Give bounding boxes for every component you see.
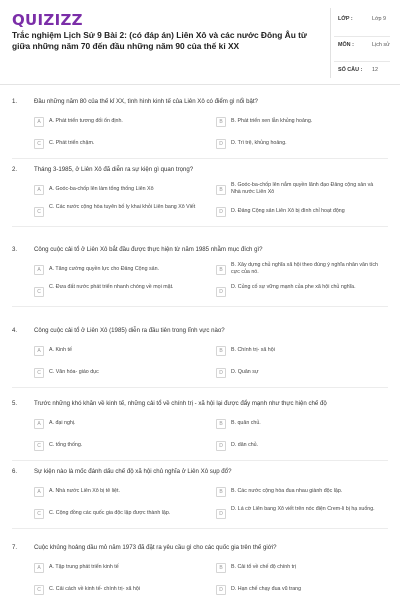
question-number: 5. — [12, 400, 18, 407]
answer-option-c[interactable] — [34, 365, 204, 381]
answer-option-a[interactable] — [34, 262, 204, 278]
option-letter-box: D — [216, 287, 226, 297]
question-text: Công cuộc cải tổ ở Liên Xô bắt đầu được thực hiện từ năm 1985 nhằm mục đích gì? — [34, 246, 263, 253]
count-label: SỐ CÂU : — [338, 67, 363, 73]
option-text: D. Quân sự — [231, 369, 259, 375]
answer-option-d[interactable] — [216, 284, 386, 300]
option-text: C. Đưa đất nước phát triển nhanh chóng về mọi mặt. — [49, 283, 174, 290]
option-text: B. Chính trị- xã hội — [231, 347, 275, 353]
option-text: A. Tăng cường quyền lực cho Đảng Cộng sản. — [49, 266, 159, 272]
answer-option-b[interactable] — [216, 484, 386, 500]
answer-option-a[interactable] — [34, 560, 204, 576]
meta-separator — [334, 36, 390, 37]
question-separator — [12, 528, 388, 529]
option-text: C. Văn hóa- giáo dục — [49, 369, 99, 375]
answer-option-d[interactable] — [216, 204, 386, 220]
option-letter-box: C — [34, 585, 44, 595]
option-letter-box: D — [216, 368, 226, 378]
answer-option-a[interactable] — [34, 484, 204, 500]
option-letter-box: A — [34, 117, 44, 127]
count-value: 12 — [372, 67, 378, 73]
question-number: 3. — [12, 246, 18, 253]
question-number: 4. — [12, 327, 18, 334]
option-text: A. đại nghị. — [49, 420, 76, 426]
answer-option-c[interactable] — [34, 438, 204, 454]
answer-option-c[interactable] — [34, 136, 204, 152]
question-number: 2. — [12, 166, 18, 173]
option-letter-box: C — [34, 287, 44, 297]
option-letter-box: D — [216, 585, 226, 595]
answer-option-a[interactable] — [34, 416, 204, 432]
option-text: C. Cộng đồng các quốc gia độc lập được thành lập. — [49, 510, 171, 516]
meta-divider — [330, 8, 331, 78]
answer-option-d[interactable] — [216, 365, 386, 381]
header-divider — [0, 84, 400, 85]
answer-option-a[interactable] — [34, 114, 204, 130]
question-text: Cuộc khủng hoảng dầu mỏ năm 1973 đã đặt ra yêu cầu gì cho các quốc gia trên thế giới? — [34, 544, 277, 551]
option-letter-box: C — [34, 139, 44, 149]
answer-option-c[interactable] — [34, 582, 204, 598]
option-letter-box: D — [216, 509, 226, 519]
option-letter-box: A — [34, 346, 44, 356]
answer-option-c[interactable] — [34, 506, 204, 522]
option-text: C. Phát triển chậm. — [49, 140, 95, 146]
option-text: A. Tập trung phát triển kinh tế — [49, 564, 119, 570]
subject-label: MÔN : — [338, 42, 354, 48]
option-letter-box: C — [34, 207, 44, 217]
option-text: B. Các nước cộng hòa đua nhau giành độc lập. — [231, 488, 343, 494]
question-number: 6. — [12, 468, 18, 475]
option-letter-box: A — [34, 487, 44, 497]
answer-option-a[interactable] — [34, 182, 204, 198]
question-text: Sự kiện nào là mốc đánh dấu chế độ xã hội chủ nghĩa ở Liên Xô sụp đổ? — [34, 468, 232, 475]
question-text: Đầu những năm 80 của thế kỉ XX, tình hình kinh tế của Liên Xô có điểm gì nổi bật? — [34, 98, 258, 105]
option-text: A. Nhà nước Liên Xô bị tê liệt. — [49, 488, 120, 494]
option-letter-box: B — [216, 563, 226, 573]
question-separator — [12, 460, 388, 461]
answer-option-d[interactable] — [216, 438, 386, 454]
option-letter-box: D — [216, 139, 226, 149]
worksheet-title: Trắc nghiệm Lịch Sử 9 Bài 2: (có đáp án) Liên Xô và các nước Đông Âu từ giữa những năm 70 đến đầu những năm 90 của thế kỉ XX — [12, 30, 307, 51]
option-text: C. Cải cách về kinh tế- chính trị- xã hội — [49, 586, 140, 592]
answer-option-b[interactable] — [216, 560, 386, 576]
answer-option-d[interactable] — [216, 136, 386, 152]
option-text: B. Cải tổ về chế độ chính trị — [231, 564, 297, 570]
answer-option-b[interactable] — [216, 416, 386, 432]
quizizz-logo: QUIZIZZ — [12, 11, 83, 29]
option-letter-box: A — [34, 563, 44, 573]
subject-value: Lịch sử — [372, 42, 390, 48]
answer-option-d[interactable] — [216, 506, 386, 522]
question-separator — [12, 387, 388, 388]
answer-option-b[interactable] — [216, 114, 386, 130]
question-separator — [12, 306, 388, 307]
option-letter-box: D — [216, 441, 226, 451]
option-letter-box: C — [34, 368, 44, 378]
answer-option-b[interactable] — [216, 182, 386, 198]
option-letter-box: A — [34, 265, 44, 275]
worksheet-header — [0, 0, 400, 84]
option-text: D. Đảng Cộng sản Liên Xô bị đình chỉ hoạt động — [231, 208, 345, 214]
option-text: B. Xây dựng chủ nghĩa xã hội theo đúng ý nghĩa nhân văn tích cực của nó. — [231, 261, 378, 275]
question-text: Tháng 3-1985, ở Liên Xô đã diễn ra sự kiện gì quan trọng? — [34, 166, 194, 173]
question-separator — [12, 226, 388, 227]
answer-option-b[interactable] — [216, 343, 386, 359]
meta-separator — [334, 61, 390, 62]
answer-option-b[interactable] — [216, 262, 386, 278]
option-text: D. dân chủ. — [231, 442, 259, 448]
option-text: A. Phát triển tương đối ổn định. — [49, 118, 123, 124]
grade-value: Lớp 9 — [372, 16, 387, 22]
grade-label: LỚP : — [338, 16, 353, 22]
option-letter-box: B — [216, 487, 226, 497]
answer-option-d[interactable] — [216, 582, 386, 598]
answer-option-a[interactable] — [34, 343, 204, 359]
option-letter-box: B — [216, 185, 226, 195]
option-text: B. Goóc-ba-chốp lên nắm quyền lãnh đạo Đảng cộng sản và Nhà nước Liên Xô — [231, 181, 374, 195]
question-number: 1. — [12, 98, 18, 105]
option-letter-box: D — [216, 207, 226, 217]
answer-option-c[interactable] — [34, 204, 204, 220]
option-letter-box: C — [34, 509, 44, 519]
option-text: D. Củng cố sự vững mạnh của phe xã hội chủ nghĩa. — [231, 283, 356, 290]
option-text: B. Phát triển xen lẫn khủng hoảng. — [231, 118, 313, 124]
option-text: D. Trì trệ, khủng hoảng. — [231, 140, 287, 146]
answer-option-c[interactable] — [34, 284, 204, 300]
option-letter-box: B — [216, 346, 226, 356]
option-letter-box: B — [216, 117, 226, 127]
question-separator — [12, 158, 388, 159]
option-text: C. tổng thống. — [49, 442, 83, 448]
option-text: A. Goóc-ba-chốp lên làm tổng thống Liên Xô — [49, 186, 154, 192]
option-letter-box: B — [216, 419, 226, 429]
option-text: A. Kinh tế — [49, 347, 72, 353]
option-text: B. quân chủ. — [231, 420, 261, 426]
question-number: 7. — [12, 544, 18, 551]
option-letter-box: A — [34, 185, 44, 195]
option-letter-box: C — [34, 441, 44, 451]
question-text: Trước những khó khăn về kinh tế, những cải tổ về chính trị - xã hội lại được đẩy mạnh như thực hiện chế độ — [34, 400, 327, 407]
option-letter-box: A — [34, 419, 44, 429]
option-text: C. Các nước cộng hòa tuyên bố ly khai khỏi Liên bang Xô Viết — [49, 203, 196, 210]
question-text: Công cuộc cải tổ ở Liên Xô (1985) diễn ra đầu tiên trong lĩnh vực nào? — [34, 327, 225, 334]
option-text: D. Lá cờ Liên bang Xô viết trên nóc điện Crem-li bị hạ xuống. — [231, 505, 375, 512]
option-text: D. Hạn chế chạy đua vũ trang — [231, 586, 302, 592]
option-letter-box: B — [216, 265, 226, 275]
